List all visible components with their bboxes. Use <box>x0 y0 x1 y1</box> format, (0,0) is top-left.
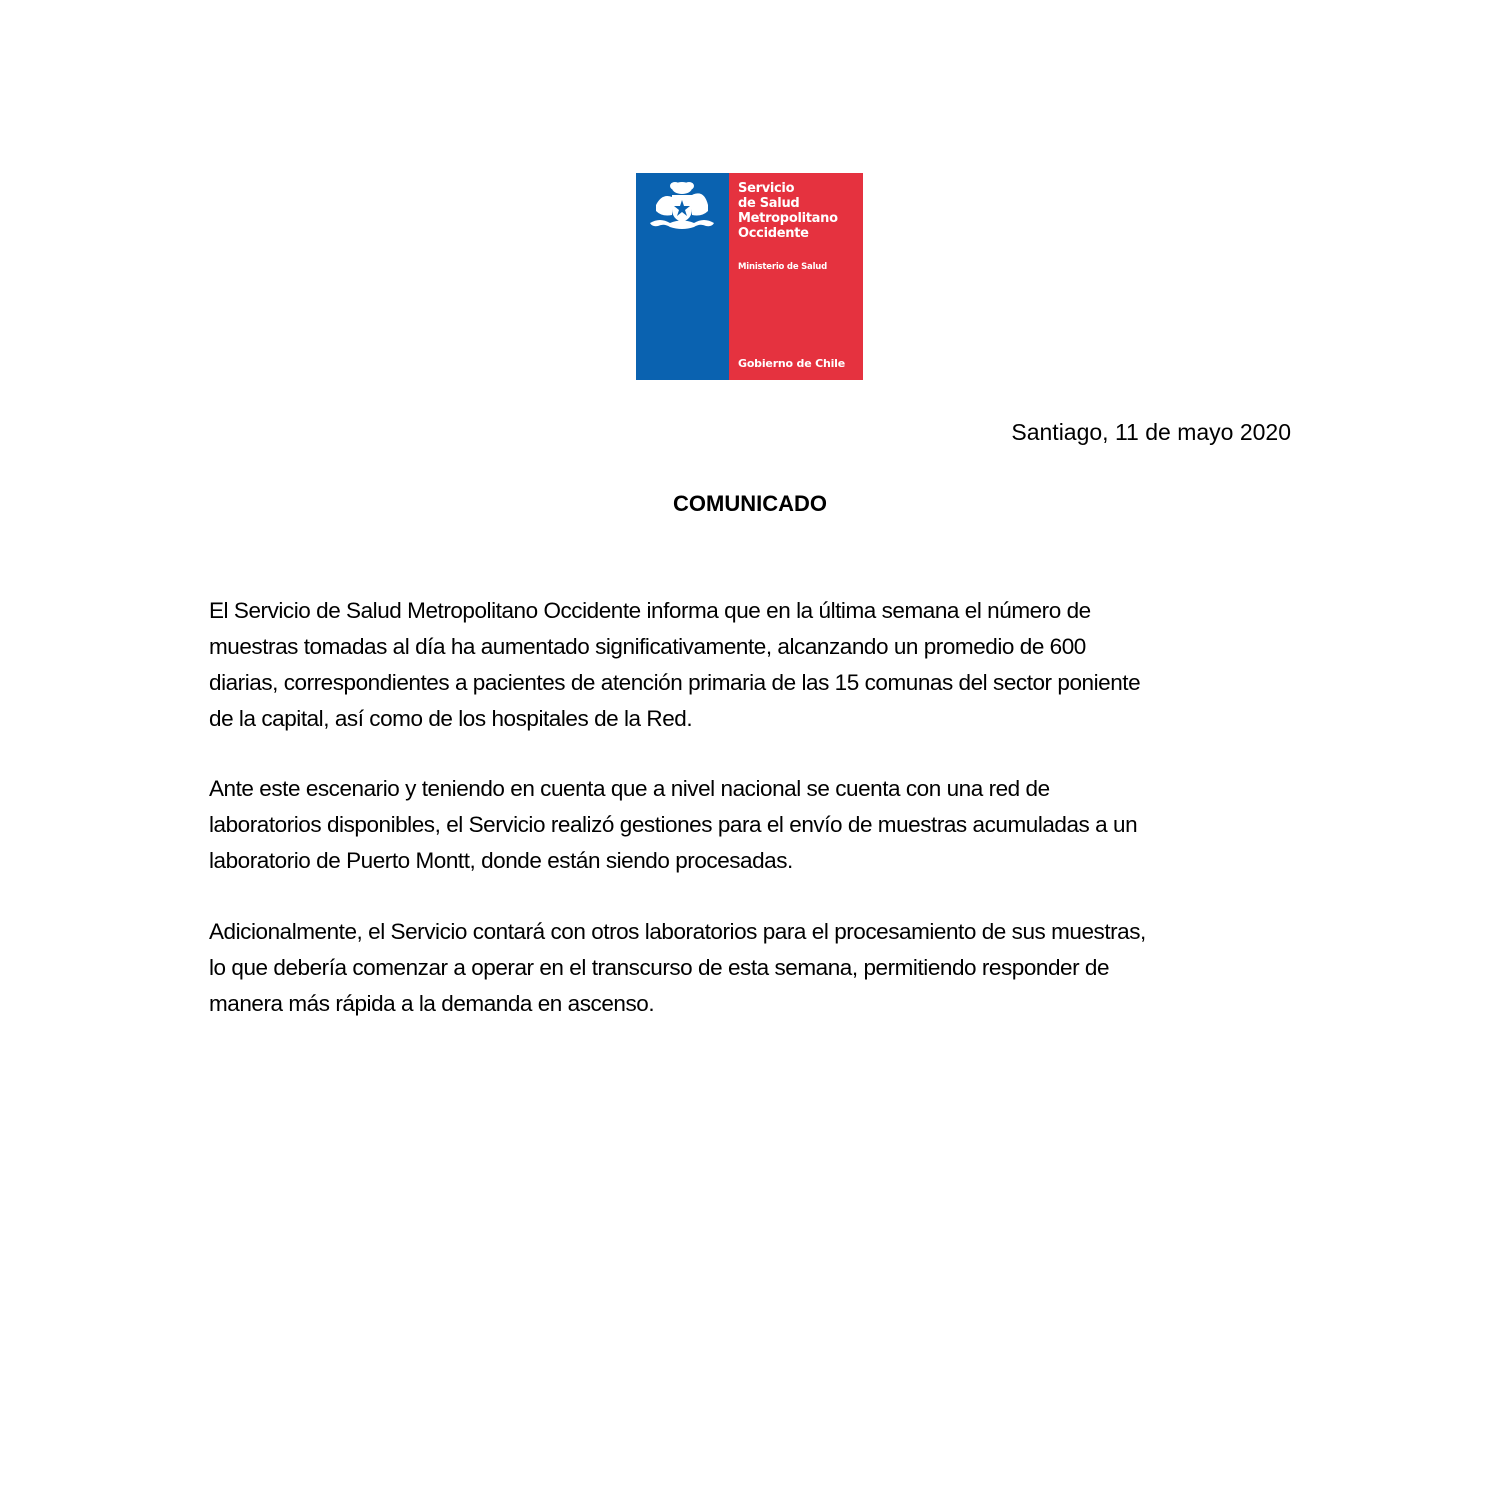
logo-ministry: Ministerio de Salud <box>738 262 828 272</box>
document-title: COMUNICADO <box>673 491 827 516</box>
text-line: laboratorio de Puerto Montt, donde están siendo procesadas. <box>209 848 793 873</box>
logo-org-line: Metropolitano <box>738 211 838 226</box>
ministry-logo <box>636 173 863 380</box>
text-line: El Servicio de Salud Metropolitano Occidente informa que en la última semana el número de <box>209 598 1091 623</box>
text-line: manera más rápida a la demanda en ascenso. <box>209 991 655 1016</box>
paragraph-1 <box>209 593 1140 737</box>
text-line: muestras tomadas al día ha aumentado significativamente, alcanzando un promedio de 600 <box>209 634 1086 659</box>
logo-org-line: Occidente <box>738 226 809 241</box>
text-line: de la capital, así como de los hospitales de la Red. <box>209 706 693 731</box>
text-line: lo que debería comenzar a operar en el transcurso de esta semana, permitiendo responder de <box>209 955 1110 980</box>
paragraph-2 <box>209 771 1137 879</box>
document-date: Santiago, 11 de mayo 2020 <box>1011 419 1291 445</box>
logo-org-line: de Salud <box>738 196 800 211</box>
text-line: Adicionalmente, el Servicio contará con otros laboratorios para el procesamiento de sus muestras, <box>209 919 1146 944</box>
logo-red-panel <box>729 173 863 380</box>
text-line: Ante este escenario y teniendo en cuenta que a nivel nacional se cuenta con una red de <box>209 776 1050 801</box>
text-line: laboratorios disponibles, el Servicio realizó gestiones para el envío de muestras acumuladas a un <box>209 812 1138 837</box>
logo-org-name <box>738 181 838 241</box>
logo-government: Gobierno de Chile <box>738 357 846 370</box>
logo-org-line: Servicio <box>738 181 795 196</box>
paragraph-3 <box>209 914 1146 1022</box>
coat-of-arms-icon <box>646 179 718 235</box>
text-line: diarias, correspondientes a pacientes de atención primaria de las 15 comunas del sector poniente <box>209 670 1141 695</box>
logo-blue-panel <box>636 173 729 380</box>
